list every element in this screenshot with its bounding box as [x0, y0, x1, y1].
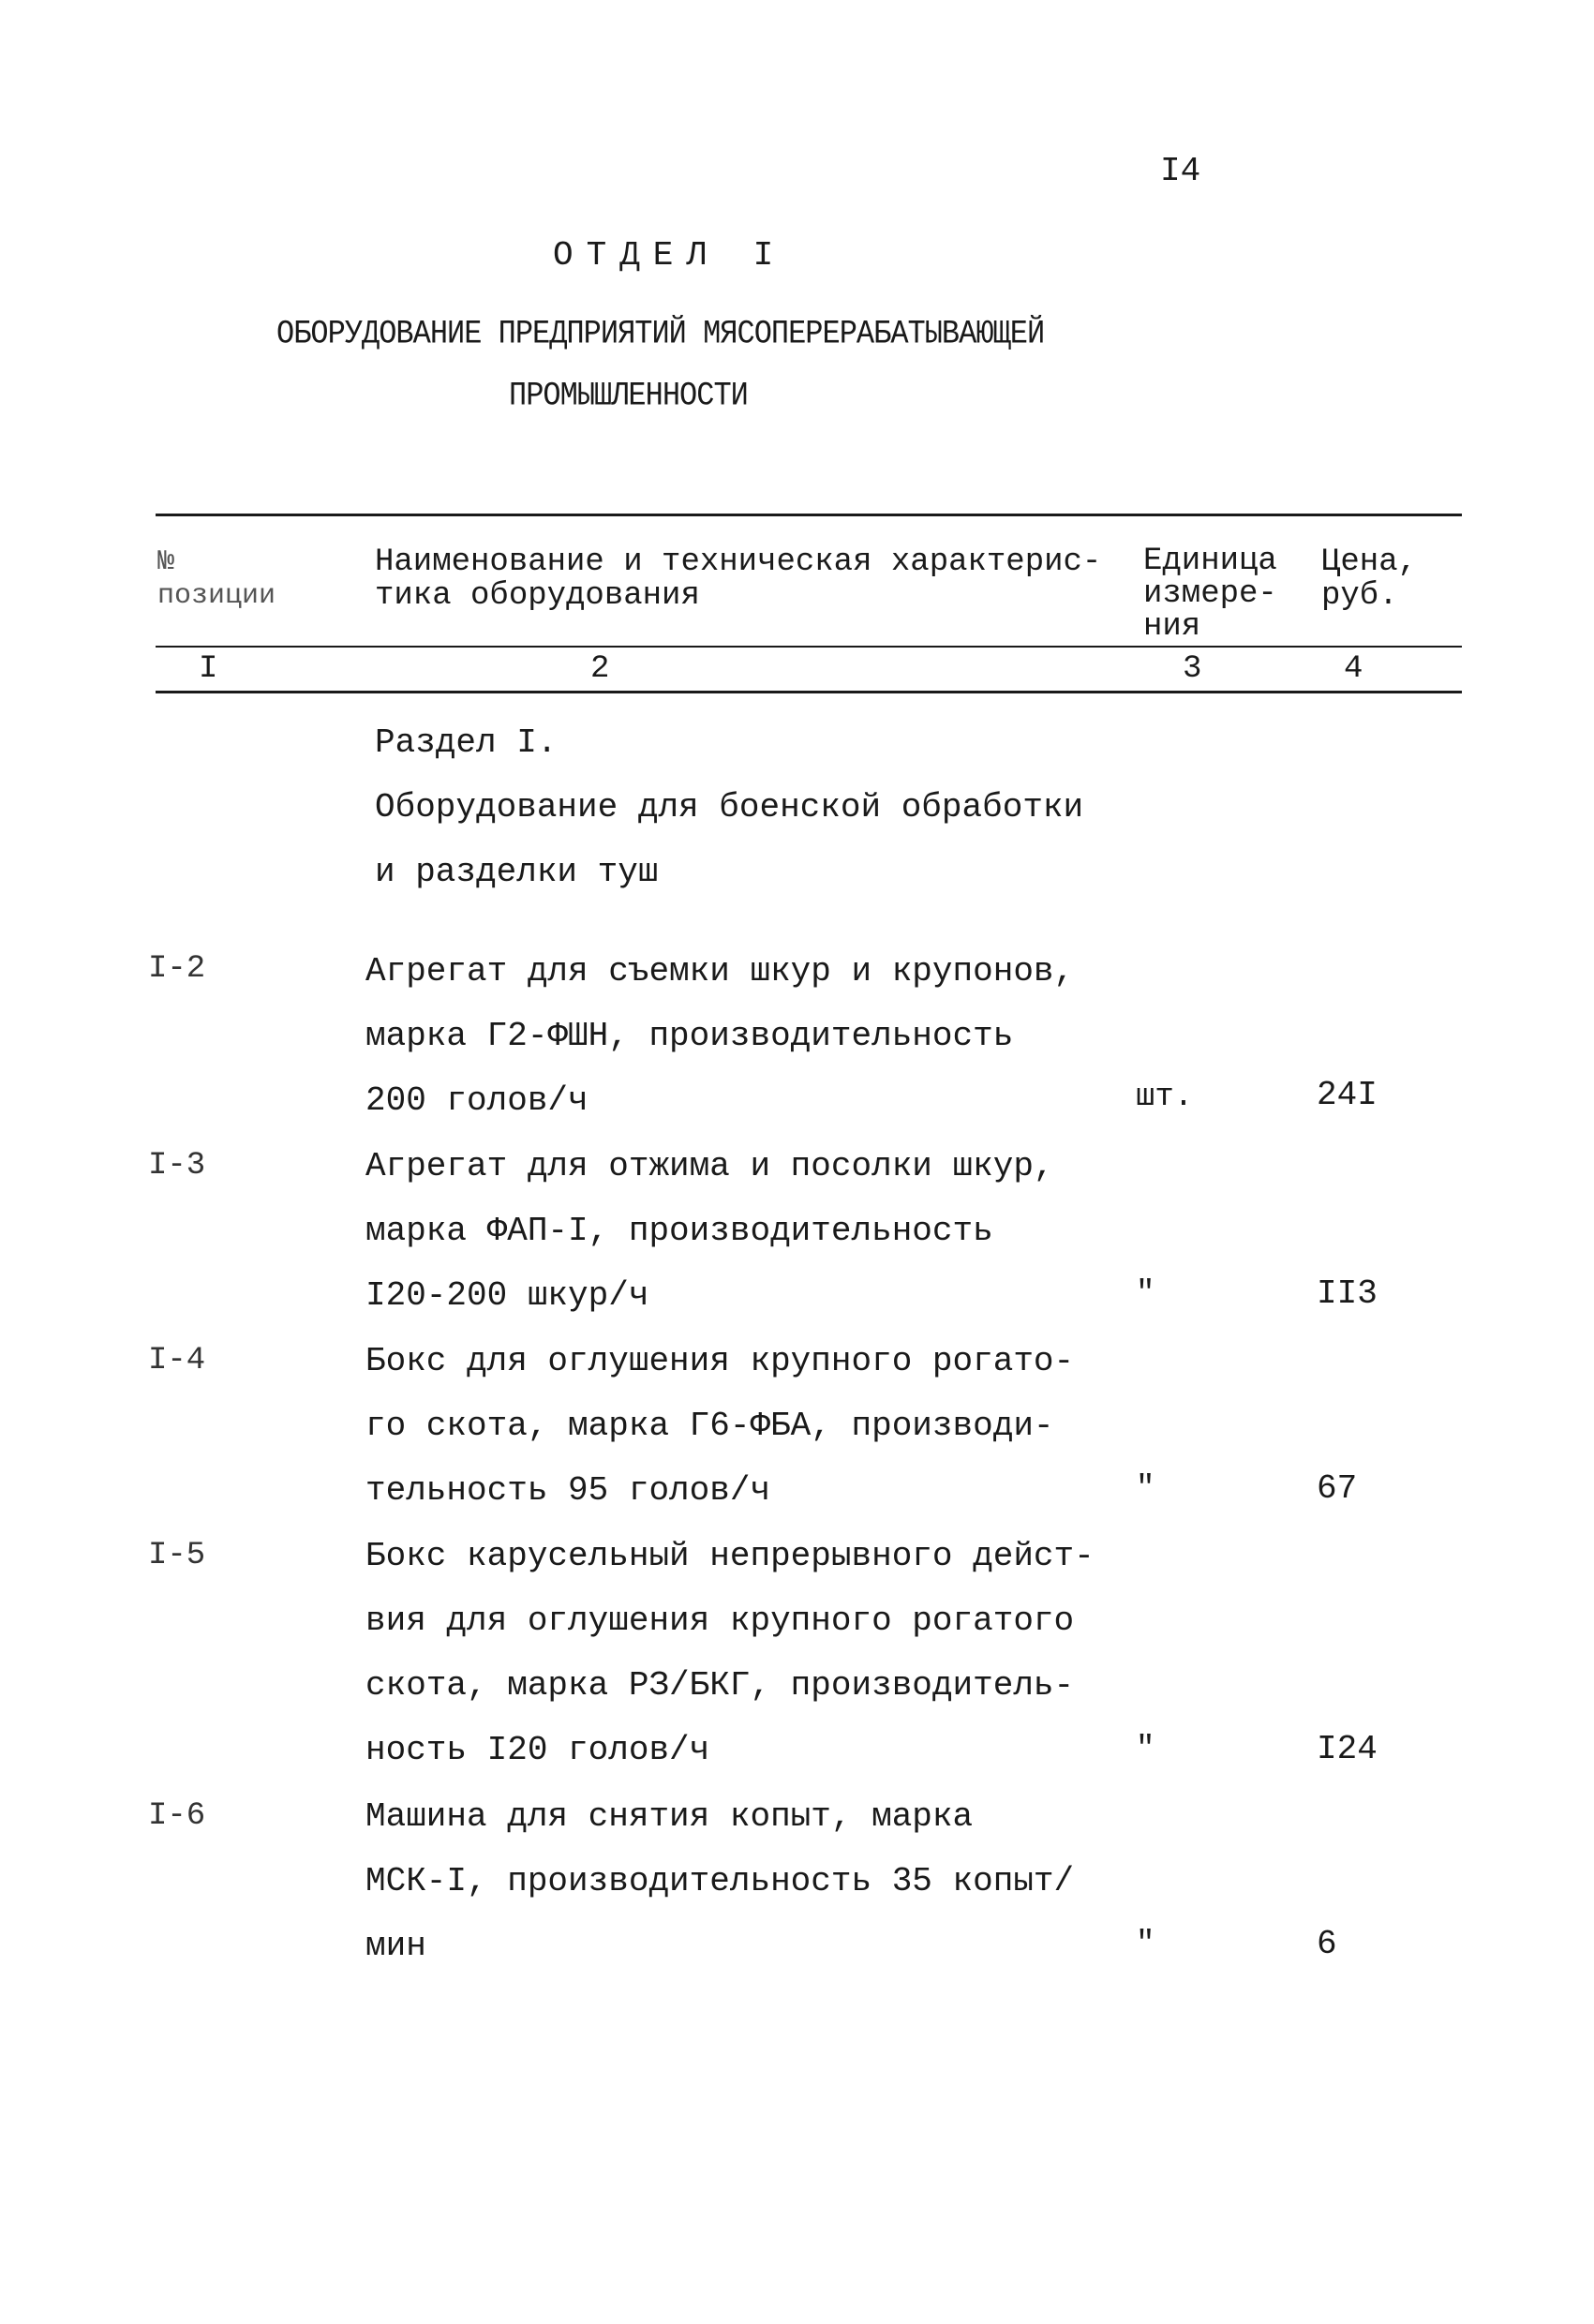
table-row-position: I-5 — [148, 1538, 206, 1573]
table-row-description: Агрегат для отжима и посолки шкур, марка ФАП-I, производительность I20-200 шкур/ч — [365, 1147, 1054, 1315]
table-row-price: I24 — [1317, 1730, 1378, 1768]
table-row-price: 6 — [1317, 1925, 1337, 1963]
header-position: № позиции — [157, 546, 276, 612]
page-number: I4 — [1160, 152, 1201, 190]
table-row-description: Машина для снятия копыт, марка МСК-I, производительность 35 копыт/ мин — [365, 1797, 1075, 1965]
table-row-unit: " — [1136, 1732, 1155, 1767]
table-row-description: Бокс карусельный непрерывного дейст- вия для оглушения крупного рогатого скота, марка РЗ/БКГ, производитель- ность I20 голов/ч — [365, 1537, 1095, 1769]
table-row-unit: " — [1136, 1471, 1155, 1507]
table-row-position: I-4 — [148, 1343, 206, 1378]
table-header-rule — [156, 646, 1462, 648]
table-column-number-rule — [156, 691, 1462, 693]
document-title-line-1: ОБОРУДОВАНИЕ ПРЕДПРИЯТИЙ МЯСОПЕРЕРАБАТЫВАЮЩЕЙ — [276, 315, 1045, 353]
column-number-4: 4 — [1344, 651, 1363, 687]
header-price: Цена, руб. — [1321, 544, 1418, 614]
section-heading: Раздел I. Оборудование для боенской обработки и разделки туш — [375, 723, 1084, 891]
table-row-position: I-3 — [148, 1148, 206, 1184]
table-row-unit: " — [1136, 1927, 1155, 1962]
department-heading: ОТДЕЛ I — [553, 236, 787, 275]
table-row-description: Бокс для оглушения крупного рогато- го скота, марка Г6-ФБА, производи- тельность 95 голов/ч — [365, 1342, 1075, 1510]
table-row-description: Агрегат для съемки шкур и крупонов, марка Г2-ФШН, производительность 200 голов/ч — [365, 952, 1075, 1120]
column-number-3: 3 — [1183, 651, 1202, 687]
table-row-price: 24I — [1317, 1076, 1378, 1114]
table-row-position: I-6 — [148, 1798, 206, 1834]
table-row-position: I-2 — [148, 951, 206, 987]
header-unit: Единица измере- ния — [1143, 544, 1277, 645]
table-row-unit: шт. — [1136, 1080, 1194, 1115]
column-number-2: 2 — [590, 651, 610, 687]
table-top-rule — [156, 514, 1462, 516]
table-row-unit: " — [1136, 1276, 1155, 1312]
document-title-line-2: ПРОМЫШЛЕННОСТИ — [509, 377, 748, 415]
header-name: Наименование и техническая характерис- тика оборудования — [375, 544, 1102, 614]
table-row-price: 67 — [1317, 1469, 1358, 1508]
table-row-price: II3 — [1317, 1274, 1378, 1313]
column-number-1: I — [199, 651, 218, 687]
